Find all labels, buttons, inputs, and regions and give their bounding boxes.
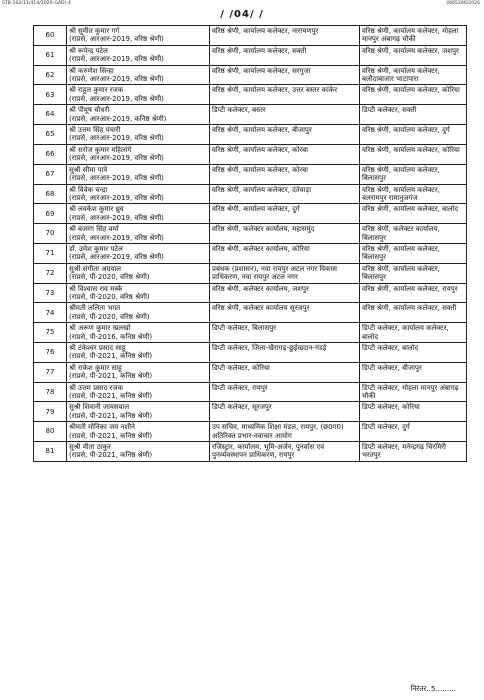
table-row: [34, 323, 467, 343]
serial-cell: 63: [34, 85, 67, 105]
officer-service-detail: (राप्रसे, आरआर-2019, वरिष्ठ श्रेणी): [69, 94, 164, 103]
current-posting-cell: वरिष्ठ श्रेणी, कार्यालय कलेक्टर, कोरबा: [210, 164, 360, 184]
table-row: [34, 362, 467, 382]
serial-cell: 65: [34, 125, 67, 145]
officer-name: श्री उत्तम सिंह पंचारी: [69, 126, 121, 135]
table-row: [34, 402, 467, 422]
serial-cell: 79: [34, 402, 67, 422]
officer-name: श्री उत्तम प्रसाद रजक: [69, 383, 123, 392]
officer-cell: [67, 26, 210, 46]
officer-name: श्री राहुल कुमार रजक: [69, 86, 124, 95]
new-posting-cell: डिप्टी कलेक्टर, बालोद: [360, 343, 467, 363]
officer-service-detail: (राप्रसे, पी-2021, कनिष्ठ श्रेणी): [69, 431, 153, 440]
new-posting-cell: वरिष्ठ श्रेणी, कार्यालय कलेक्टर, सक्ती: [360, 303, 467, 323]
table-row: [34, 442, 467, 462]
new-posting-cell: डिप्टी कलेक्टर, मनेन्द्रगढ़ चिरमिरी भरतपुर: [360, 442, 467, 462]
serial-cell: 66: [34, 144, 67, 164]
officer-name: श्रीमती मोनिका जय नशीने: [69, 423, 135, 432]
table-row: [34, 144, 467, 164]
current-posting-cell: वरिष्ठ श्रेणी, कार्यालय कलेक्टर, दंतेवाड़ा: [210, 184, 360, 204]
new-posting-cell: वरिष्ठ श्रेणी, कार्यालय कलेक्टर, बिलासपुर: [360, 263, 467, 283]
table-row: [34, 343, 467, 363]
table-row: [34, 85, 467, 105]
table-row: [34, 224, 467, 244]
new-posting-cell: वरिष्ठ श्रेणी, कार्यालय कलेक्टर, कोरिया: [360, 144, 467, 164]
table-row: [34, 45, 467, 65]
current-posting-cell: वरिष्ठ श्रेणी, कार्यालय कलेक्टर, सरगुजा: [210, 65, 360, 85]
serial-cell: 81: [34, 442, 67, 462]
new-posting-cell: डिप्टी कलेक्टर, बीजापुर: [360, 362, 467, 382]
serial-cell: 61: [34, 45, 67, 65]
officer-cell: [67, 224, 210, 244]
current-posting-cell: वरिष्ठ श्रेणी, कलेक्टर कार्यालय, जशपुर: [210, 283, 360, 303]
officer-cell: [67, 362, 210, 382]
officer-name: श्री बजरंग सिंह वर्मा: [69, 225, 119, 234]
new-posting-cell: वरिष्ठ श्रेणी, कार्यालय कलेक्टर, बिलासपुर: [360, 164, 467, 184]
officer-cell: [67, 283, 210, 303]
new-posting-cell: वरिष्ठ श्रेणी, कार्यालय कलेक्टर, बलरामपुर रामानुजगंज: [360, 184, 467, 204]
continued-note: निरंतर..5.........: [410, 684, 456, 693]
officer-name: श्री राकेश कुमार साहू: [69, 363, 122, 372]
officer-name: श्री विश्वास राव मस्के: [69, 284, 123, 293]
serial-cell: 71: [34, 243, 67, 263]
table-row: [34, 105, 467, 125]
current-posting-cell: वरिष्ठ श्रेणी, कार्यालय कलेक्टर, कोरबा: [210, 144, 360, 164]
officer-service-detail: (राप्रसे, आरआर-2019, वरिष्ठ श्रेणी): [69, 213, 164, 222]
current-posting-cell: डिप्टी कलेक्टर, रायपुर: [210, 382, 360, 402]
officer-name: श्री रूपेन्द्र पटेल: [69, 46, 108, 55]
officer-service-detail: (राप्रसे, आरआर-2019, वरिष्ठ श्रेणी): [69, 35, 164, 44]
officer-name: श्री टंकेश्वर प्रसाद साहू: [69, 344, 126, 352]
serial-cell: 80: [34, 422, 67, 442]
serial-cell: 77: [34, 362, 67, 382]
current-posting-cell: उप सचिव, माध्यमिक शिक्षा मंडल, रायपुर, (छ0ग0) अतिरिक्त प्रभार-नवाचार आयोग: [210, 422, 360, 442]
page-number: / /04/ /: [220, 9, 264, 20]
current-posting-cell: वरिष्ठ श्रेणी, कार्यालय कलेक्टर, सक्ती: [210, 45, 360, 65]
current-posting-cell: प्रबंधक (प्रशासन), नवा रायपुर अटल नगर विकास प्राधिकरण, नवा रायपुर अटल नगर: [210, 263, 360, 283]
officer-name: श्री विवेक चन्द्रा: [69, 185, 108, 194]
officer-service-detail: (राप्रसे, पी-2020, वरिष्ठ श्रेणी): [69, 292, 150, 301]
officer-name: श्री अरूण कुमार खलखो: [69, 324, 131, 333]
new-posting-cell: डिप्टी कलेक्टर, कार्यालय कलेक्टर, बालोद: [360, 323, 467, 343]
officer-cell: [67, 144, 210, 164]
table-row: [34, 26, 467, 46]
current-posting-cell: वरिष्ठ श्रेणी, कार्यालय कलेक्टर, नारायणपुर: [210, 26, 360, 46]
officer-name: श्रीमती ललिता भगत: [69, 304, 121, 313]
table-row: [34, 164, 467, 184]
officer-name: सुश्री संगीता अग्रवाल: [69, 264, 121, 273]
officer-name: श्री पीयूष चौधरी: [69, 106, 110, 115]
officer-name: डॉ. उमेश कुमार पटेल: [69, 244, 123, 253]
new-posting-cell: वरिष्ठ श्रेणी, कार्यालय कलेक्टर, मोहला मानपुर अंबागढ़ चौकी: [360, 26, 467, 46]
officer-service-detail: (राप्रसे, आरआर-2019, वरिष्ठ श्रेणी): [69, 233, 164, 242]
current-posting-cell: वरिष्ठ श्रेणी, कार्यालय कलेक्टर, बीजापुर: [210, 125, 360, 145]
officer-service-detail: (राप्रसे, आरआर-2019, वरिष्ठ श्रेणी): [69, 134, 164, 143]
serial-cell: 73: [34, 283, 67, 303]
serial-cell: 69: [34, 204, 67, 224]
serial-cell: 72: [34, 263, 67, 283]
table-row: [34, 382, 467, 402]
new-posting-cell: वरिष्ठ श्रेणी, कार्यालय कलेक्टर, कोरिया: [360, 85, 467, 105]
new-posting-cell: वरिष्ठ श्रेणी, कार्यालय कलेक्टर, जशपुर: [360, 45, 467, 65]
officer-service-detail: (राप्रसे, पी-2016, कनिष्ठ श्रेणी): [69, 332, 153, 341]
table-row: [34, 422, 467, 442]
serial-cell: 64: [34, 105, 67, 125]
officer-service-detail: (राप्रसे, पी-2021, कनिष्ठ श्रेणी): [69, 352, 153, 361]
officer-service-detail: (राप्रसे, आरआर-2019, वरिष्ठ श्रेणी): [69, 154, 164, 163]
officer-cell: [67, 85, 210, 105]
officer-cell: [67, 303, 210, 323]
new-posting-cell: डिप्टी कलेक्टर, कोरिया: [360, 402, 467, 422]
officer-name: श्री करुणेश सिन्हा: [69, 66, 114, 75]
current-posting-cell: डिप्टी कलेक्टर, बस्तर: [210, 105, 360, 125]
current-posting-cell: वरिष्ठ श्रेणी, कलेक्टर कार्यालय सूरजपुर: [210, 303, 360, 323]
officer-cell: [67, 402, 210, 422]
officer-cell: [67, 263, 210, 283]
document-number: I/665286/2026: [446, 1, 480, 6]
current-posting-cell: डिप्टी कलेक्टर, बिलासपुर: [210, 323, 360, 343]
officer-cell: [67, 105, 210, 125]
officer-name: सुश्री सीमा पात्रे: [69, 165, 108, 174]
serial-cell: 76: [34, 343, 67, 363]
serial-cell: 60: [34, 26, 67, 46]
new-posting-cell: वरिष्ठ श्रेणी, कार्यालय कलेक्टर, रायपुर: [360, 283, 467, 303]
table-row: [34, 243, 467, 263]
table-row: [34, 283, 467, 303]
table-row: [34, 65, 467, 85]
officer-cell: [67, 382, 210, 402]
officer-service-detail: (राप्रसे, आरआर-2019, कनिष्ठ श्रेणी): [69, 114, 167, 123]
officer-service-detail: (राप्रसे, पी-2021, कनिष्ठ श्रेणी): [69, 372, 153, 381]
officer-cell: [67, 65, 210, 85]
current-posting-cell: डिप्टी कलेक्टर, सूरजपुर: [210, 402, 360, 422]
officer-service-detail: (राप्रसे, आरआर-2019, वरिष्ठ श्रेणी): [69, 174, 164, 183]
new-posting-cell: डिप्टी कलेक्टर, सक्ती: [360, 105, 467, 125]
officer-service-detail: (राप्रसे, आरआर-2019, वरिष्ठ श्रेणी): [69, 75, 164, 84]
current-posting-cell: वरिष्ठ श्रेणी, कार्यालय कलेक्टर, उत्तर बस्तर कांकेर: [210, 85, 360, 105]
current-posting-cell: डिप्टी कलेक्टर, जिला-खैरागढ़-छुईखदान-गंडई: [210, 343, 360, 363]
document-reference: STB-102(11/414/2026-GAD)-4: [2, 1, 71, 6]
new-posting-cell: डिप्टी कलेक्टर, दुर्ग: [360, 422, 467, 442]
officer-cell: [67, 164, 210, 184]
officer-service-detail: (राप्रसे, आरआर-2019, वरिष्ठ श्रेणी): [69, 253, 164, 262]
officer-name: सुश्री मीता ठाकुर: [69, 443, 111, 452]
officer-name: सुश्री शिवानी जायसवाल: [69, 403, 130, 412]
current-posting-cell: वरिष्ठ श्रेणी, कलेक्टर कार्यालय, कोरिया: [210, 243, 360, 263]
new-posting-cell: वरिष्ठ श्रेणी, कार्यालय कलेक्टर, बलौदाबाजार भाटापारा: [360, 65, 467, 85]
officer-service-detail: (राप्रसे, पी-2020, वरिष्ठ श्रेणी): [69, 312, 150, 321]
new-posting-cell: डिप्टी कलेक्टर, मोहला मानपुर अंबागढ़ चौकी: [360, 382, 467, 402]
new-posting-cell: वरिष्ठ श्रेणी, कार्यालय कलेक्टर, बालोद: [360, 204, 467, 224]
officer-cell: [67, 243, 210, 263]
serial-cell: 78: [34, 382, 67, 402]
serial-cell: 75: [34, 323, 67, 343]
officer-cell: [67, 343, 210, 363]
current-posting-cell: डिप्टी कलेक्टर, कोरिया: [210, 362, 360, 382]
current-posting-cell: वरिष्ठ श्रेणी, कार्यालय कलेक्टर, दुर्ग: [210, 204, 360, 224]
serial-cell: 74: [34, 303, 67, 323]
transfer-table-body: [34, 26, 467, 462]
officer-service-detail: (राप्रसे, पी-2021, कनिष्ठ श्रेणी): [69, 451, 153, 460]
new-posting-cell: वरिष्ठ श्रेणी, कलेक्टर कार्यालय, बिलासपुर: [360, 224, 467, 244]
officer-cell: [67, 45, 210, 65]
officer-cell: [67, 323, 210, 343]
officer-cell: [67, 125, 210, 145]
officer-cell: [67, 204, 210, 224]
table-row: [34, 303, 467, 323]
officer-service-detail: (राप्रसे, पी-2021, कनिष्ठ श्रेणी): [69, 411, 153, 420]
table-row: [34, 263, 467, 283]
officer-name: श्री सुमीत कुमार गर्ग: [69, 27, 120, 35]
officer-service-detail: (राप्रसे, आरआर-2019, वरिष्ठ श्रेणी): [69, 193, 164, 202]
serial-cell: 62: [34, 65, 67, 85]
table-row: [34, 125, 467, 145]
officer-cell: [67, 442, 210, 462]
officer-service-detail: (राप्रसे, पी-2021, कनिष्ठ श्रेणी): [69, 392, 153, 401]
serial-cell: 68: [34, 184, 67, 204]
table-row: [34, 184, 467, 204]
officer-service-detail: (राप्रसे, आरआर-2019, वरिष्ठ श्रेणी): [69, 55, 164, 64]
officer-service-detail: (राप्रसे, पी-2020, वरिष्ठ श्रेणी): [69, 273, 150, 282]
serial-cell: 70: [34, 224, 67, 244]
current-posting-cell: रजिस्ट्रार, कार्यालय, भूमि-अर्जन, पुनर्वास एवं पुनर्व्यवस्थापन प्राधिकरण, रायपुर: [210, 442, 360, 462]
table-row: [34, 204, 467, 224]
current-posting-cell: वरिष्ठ श्रेणी, कलेक्टर कार्यालय, महासमुंद: [210, 224, 360, 244]
officer-name: श्री सरोज कुमार महिलांगे: [69, 145, 132, 154]
officer-cell: [67, 422, 210, 442]
new-posting-cell: वरिष्ठ श्रेणी, कार्यालय कलेक्टर, बिलासपुर: [360, 243, 467, 263]
transfer-table: [33, 25, 467, 462]
officer-name: श्री लवकेश कुमार ध्रुव: [69, 205, 124, 214]
new-posting-cell: वरिष्ठ श्रेणी, कार्यालय कलेक्टर, दुर्ग: [360, 125, 467, 145]
officer-cell: [67, 184, 210, 204]
serial-cell: 67: [34, 164, 67, 184]
